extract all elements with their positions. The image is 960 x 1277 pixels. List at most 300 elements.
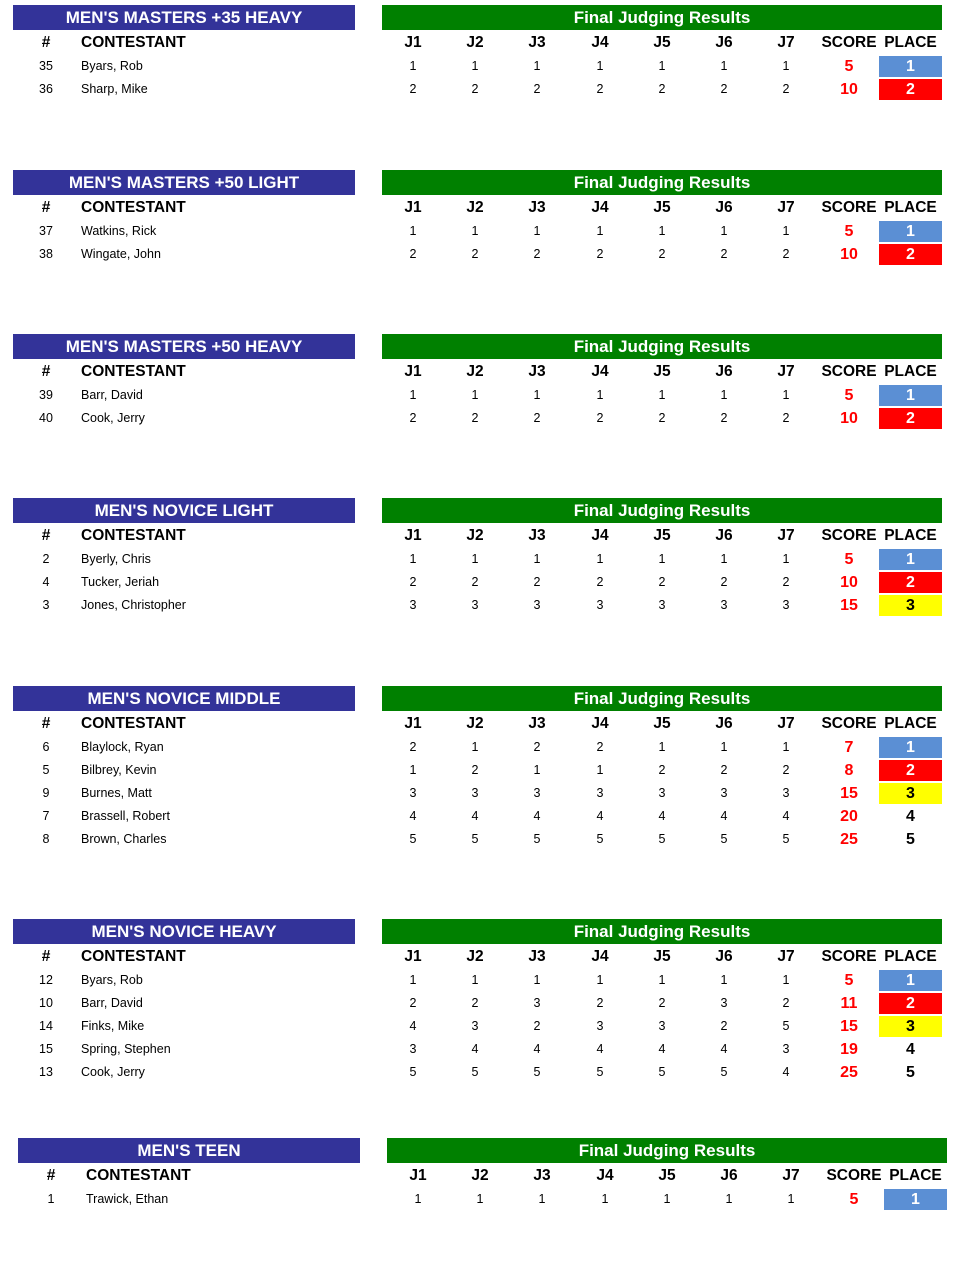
judge-rank: 1 bbox=[409, 224, 417, 238]
judge-rank: 2 bbox=[596, 996, 604, 1010]
place-badge: 1 bbox=[879, 737, 942, 758]
judge-rank: 3 bbox=[533, 598, 541, 612]
header-judge: J4 bbox=[591, 199, 609, 216]
judge-rank: 2 bbox=[658, 411, 666, 425]
table-row bbox=[13, 548, 943, 571]
header-judge: J7 bbox=[777, 34, 795, 51]
total-score: 11 bbox=[840, 995, 858, 1012]
judge-rank: 5 bbox=[409, 1065, 417, 1079]
table-row bbox=[13, 78, 943, 101]
place-badge: 3 bbox=[879, 595, 942, 616]
contestant-name: Sharp, Mike bbox=[81, 82, 148, 96]
judge-rank: 4 bbox=[409, 1019, 417, 1033]
judge-rank: 5 bbox=[720, 832, 728, 846]
contestant-name: Barr, David bbox=[81, 996, 143, 1010]
judge-rank: 3 bbox=[596, 1019, 604, 1033]
judge-rank: 1 bbox=[476, 1192, 484, 1206]
judge-rank: 2 bbox=[782, 82, 790, 96]
place-badge: 5 bbox=[906, 1064, 915, 1081]
header-judge: J5 bbox=[653, 34, 671, 51]
total-score: 5 bbox=[844, 972, 854, 989]
total-score: 15 bbox=[840, 1018, 858, 1035]
header-judge: J6 bbox=[715, 527, 733, 544]
judge-rank: 5 bbox=[658, 1065, 666, 1079]
header-judge: J7 bbox=[777, 199, 795, 216]
contestant-name: Wingate, John bbox=[81, 247, 161, 261]
judge-rank: 1 bbox=[538, 1192, 546, 1206]
header-score: SCORE bbox=[821, 715, 877, 732]
judge-rank: 1 bbox=[720, 552, 728, 566]
table-row bbox=[13, 782, 943, 805]
category-title: MEN'S MASTERS +50 HEAVY bbox=[13, 334, 355, 359]
contestant-name: Byars, Rob bbox=[81, 59, 143, 73]
judge-rank: 5 bbox=[409, 832, 417, 846]
header-judge: J1 bbox=[404, 199, 422, 216]
place-badge: 1 bbox=[879, 549, 942, 570]
place-badge: 2 bbox=[879, 79, 942, 100]
judge-rank: 1 bbox=[658, 388, 666, 402]
judge-rank: 1 bbox=[471, 973, 479, 987]
judge-rank: 1 bbox=[596, 59, 604, 73]
judge-rank: 4 bbox=[658, 809, 666, 823]
judge-rank: 2 bbox=[409, 411, 417, 425]
header-score: SCORE bbox=[821, 34, 877, 51]
judge-rank: 1 bbox=[782, 388, 790, 402]
judge-rank: 2 bbox=[409, 247, 417, 261]
contestant-name: Tucker, Jeriah bbox=[81, 575, 160, 589]
header-judge: J6 bbox=[715, 363, 733, 380]
judge-rank: 4 bbox=[720, 809, 728, 823]
judge-rank: 4 bbox=[782, 809, 790, 823]
judge-rank: 4 bbox=[533, 1042, 541, 1056]
header-score: SCORE bbox=[821, 527, 877, 544]
place-badge: 2 bbox=[879, 408, 942, 429]
place-badge: 1 bbox=[884, 1189, 947, 1210]
judge-rank: 2 bbox=[533, 1019, 541, 1033]
header-judge: J6 bbox=[715, 34, 733, 51]
header-place: PLACE bbox=[884, 199, 937, 216]
total-score: 5 bbox=[844, 551, 854, 568]
place-badge: 4 bbox=[906, 1041, 915, 1058]
contestant-name: Jones, Christopher bbox=[81, 598, 186, 612]
judge-rank: 1 bbox=[720, 973, 728, 987]
judge-rank: 1 bbox=[409, 59, 417, 73]
header-judge: J6 bbox=[715, 715, 733, 732]
header-contestant: CONTESTANT bbox=[81, 527, 186, 544]
place-badge: 1 bbox=[879, 56, 942, 77]
header-number: # bbox=[41, 948, 51, 965]
judge-rank: 1 bbox=[471, 388, 479, 402]
table-row bbox=[13, 55, 943, 78]
judge-rank: 3 bbox=[596, 598, 604, 612]
judge-rank: 2 bbox=[471, 411, 479, 425]
judge-rank: 1 bbox=[782, 552, 790, 566]
judge-rank: 2 bbox=[533, 740, 541, 754]
judge-rank: 1 bbox=[725, 1192, 733, 1206]
place-badge: 4 bbox=[906, 808, 915, 825]
judge-rank: 1 bbox=[658, 59, 666, 73]
judge-rank: 1 bbox=[658, 973, 666, 987]
judge-rank: 4 bbox=[596, 1042, 604, 1056]
header-judge: J2 bbox=[466, 527, 484, 544]
contestant-number: 36 bbox=[39, 82, 53, 96]
judge-rank: 1 bbox=[720, 740, 728, 754]
header-place: PLACE bbox=[884, 527, 937, 544]
judge-rank: 3 bbox=[782, 598, 790, 612]
table-row bbox=[13, 969, 943, 992]
judge-rank: 2 bbox=[782, 763, 790, 777]
contestant-name: Watkins, Rick bbox=[81, 224, 157, 238]
results-section bbox=[18, 1138, 948, 1211]
contestant-number: 12 bbox=[39, 973, 53, 987]
judging-results-title: Final Judging Results bbox=[382, 334, 942, 359]
judge-rank: 1 bbox=[658, 740, 666, 754]
judge-rank: 2 bbox=[471, 82, 479, 96]
header-judge: J2 bbox=[466, 715, 484, 732]
judge-rank: 1 bbox=[782, 59, 790, 73]
table-row bbox=[13, 220, 943, 243]
header-judge: J4 bbox=[591, 715, 609, 732]
judge-rank: 1 bbox=[471, 224, 479, 238]
header-contestant: CONTESTANT bbox=[86, 1167, 191, 1184]
judge-rank: 1 bbox=[533, 763, 541, 777]
judge-rank: 2 bbox=[409, 996, 417, 1010]
judging-results-title: Final Judging Results bbox=[382, 919, 942, 944]
header-judge: J5 bbox=[653, 527, 671, 544]
contestant-number: 37 bbox=[39, 224, 53, 238]
header-judge: J2 bbox=[466, 34, 484, 51]
judge-rank: 2 bbox=[409, 575, 417, 589]
header-judge: J2 bbox=[466, 199, 484, 216]
header-number: # bbox=[41, 527, 51, 544]
judge-rank: 1 bbox=[409, 388, 417, 402]
contestant-number: 7 bbox=[42, 809, 50, 823]
contestant-name: Spring, Stephen bbox=[81, 1042, 171, 1056]
header-judge: J7 bbox=[777, 948, 795, 965]
judge-rank: 2 bbox=[596, 247, 604, 261]
header-number: # bbox=[46, 1167, 56, 1184]
results-section bbox=[13, 170, 943, 266]
total-score: 5 bbox=[844, 387, 854, 404]
judge-rank: 2 bbox=[720, 763, 728, 777]
judge-rank: 1 bbox=[409, 973, 417, 987]
header-contestant: CONTESTANT bbox=[81, 34, 186, 51]
judge-rank: 1 bbox=[658, 224, 666, 238]
header-place: PLACE bbox=[889, 1167, 942, 1184]
judge-rank: 1 bbox=[596, 763, 604, 777]
header-contestant: CONTESTANT bbox=[81, 363, 186, 380]
judge-rank: 2 bbox=[596, 82, 604, 96]
judge-rank: 3 bbox=[533, 996, 541, 1010]
contestant-number: 40 bbox=[39, 411, 53, 425]
category-title: MEN'S TEEN bbox=[18, 1138, 360, 1163]
judge-rank: 1 bbox=[663, 1192, 671, 1206]
table-row bbox=[13, 407, 943, 430]
judge-rank: 3 bbox=[533, 786, 541, 800]
header-judge: J1 bbox=[409, 1167, 427, 1184]
judging-results-title: Final Judging Results bbox=[387, 1138, 947, 1163]
header-number: # bbox=[41, 34, 51, 51]
contestant-name: Blaylock, Ryan bbox=[81, 740, 164, 754]
contestant-number: 5 bbox=[42, 763, 50, 777]
judge-rank: 3 bbox=[720, 598, 728, 612]
table-row bbox=[13, 805, 943, 828]
total-score: 15 bbox=[840, 597, 858, 614]
header-contestant: CONTESTANT bbox=[81, 715, 186, 732]
contestant-number: 1 bbox=[47, 1192, 55, 1206]
header-judge: J5 bbox=[653, 363, 671, 380]
header-score: SCORE bbox=[821, 948, 877, 965]
contestant-number: 35 bbox=[39, 59, 53, 73]
judge-rank: 4 bbox=[409, 809, 417, 823]
judge-rank: 1 bbox=[658, 552, 666, 566]
table-row bbox=[18, 1188, 948, 1211]
judge-rank: 1 bbox=[720, 224, 728, 238]
header-score: SCORE bbox=[821, 363, 877, 380]
total-score: 7 bbox=[844, 739, 854, 756]
total-score: 10 bbox=[840, 410, 858, 427]
judge-rank: 5 bbox=[782, 832, 790, 846]
header-judge: J3 bbox=[528, 527, 546, 544]
total-score: 25 bbox=[840, 1064, 858, 1081]
header-judge: J3 bbox=[533, 1167, 551, 1184]
judging-results-title: Final Judging Results bbox=[382, 498, 942, 523]
contestant-number: 4 bbox=[42, 575, 50, 589]
judge-rank: 3 bbox=[409, 1042, 417, 1056]
judge-rank: 1 bbox=[720, 388, 728, 402]
judge-rank: 5 bbox=[658, 832, 666, 846]
judge-rank: 4 bbox=[720, 1042, 728, 1056]
place-badge: 1 bbox=[879, 385, 942, 406]
judge-rank: 2 bbox=[782, 411, 790, 425]
judge-rank: 1 bbox=[596, 552, 604, 566]
header-place: PLACE bbox=[884, 34, 937, 51]
results-section bbox=[13, 334, 943, 430]
header-contestant: CONTESTANT bbox=[81, 948, 186, 965]
results-section bbox=[13, 5, 943, 101]
table-row bbox=[13, 759, 943, 782]
total-score: 10 bbox=[840, 574, 858, 591]
judge-rank: 1 bbox=[596, 973, 604, 987]
total-score: 19 bbox=[840, 1041, 858, 1058]
header-judge: J3 bbox=[528, 34, 546, 51]
judge-rank: 2 bbox=[782, 996, 790, 1010]
contestant-name: Cook, Jerry bbox=[81, 411, 145, 425]
judge-rank: 3 bbox=[658, 786, 666, 800]
judge-rank: 3 bbox=[471, 1019, 479, 1033]
header-judge: J7 bbox=[777, 715, 795, 732]
header-judge: J4 bbox=[596, 1167, 614, 1184]
table-row bbox=[13, 992, 943, 1015]
contestant-number: 13 bbox=[39, 1065, 53, 1079]
judge-rank: 2 bbox=[720, 411, 728, 425]
judge-rank: 1 bbox=[533, 973, 541, 987]
judge-rank: 2 bbox=[596, 411, 604, 425]
judge-rank: 3 bbox=[720, 996, 728, 1010]
place-badge: 2 bbox=[879, 993, 942, 1014]
header-judge: J1 bbox=[404, 363, 422, 380]
judge-rank: 2 bbox=[658, 575, 666, 589]
judging-results-title: Final Judging Results bbox=[382, 686, 942, 711]
header-judge: J3 bbox=[528, 199, 546, 216]
judge-rank: 1 bbox=[471, 740, 479, 754]
judge-rank: 1 bbox=[782, 740, 790, 754]
contestant-number: 8 bbox=[42, 832, 50, 846]
judge-rank: 3 bbox=[409, 786, 417, 800]
judge-rank: 3 bbox=[782, 1042, 790, 1056]
place-badge: 3 bbox=[879, 783, 942, 804]
total-score: 15 bbox=[840, 785, 858, 802]
header-judge: J3 bbox=[528, 363, 546, 380]
judge-rank: 1 bbox=[471, 59, 479, 73]
header-judge: J2 bbox=[466, 363, 484, 380]
judge-rank: 1 bbox=[409, 552, 417, 566]
judge-rank: 5 bbox=[720, 1065, 728, 1079]
judge-rank: 4 bbox=[782, 1065, 790, 1079]
contestant-number: 38 bbox=[39, 247, 53, 261]
judge-rank: 4 bbox=[471, 1042, 479, 1056]
judge-rank: 5 bbox=[596, 1065, 604, 1079]
header-judge: J6 bbox=[715, 199, 733, 216]
header-judge: J5 bbox=[653, 948, 671, 965]
place-badge: 5 bbox=[906, 831, 915, 848]
judge-rank: 2 bbox=[471, 996, 479, 1010]
judge-rank: 3 bbox=[720, 786, 728, 800]
header-judge: J6 bbox=[720, 1167, 738, 1184]
judge-rank: 3 bbox=[658, 1019, 666, 1033]
judge-rank: 3 bbox=[596, 786, 604, 800]
judge-rank: 4 bbox=[533, 809, 541, 823]
table-row bbox=[13, 594, 943, 617]
judging-results-title: Final Judging Results bbox=[382, 170, 942, 195]
judge-rank: 5 bbox=[471, 1065, 479, 1079]
place-badge: 1 bbox=[879, 970, 942, 991]
total-score: 5 bbox=[844, 58, 854, 75]
results-section bbox=[13, 498, 943, 617]
total-score: 10 bbox=[840, 81, 858, 98]
judge-rank: 1 bbox=[596, 224, 604, 238]
contestant-number: 15 bbox=[39, 1042, 53, 1056]
place-badge: 2 bbox=[879, 572, 942, 593]
contestant-number: 6 bbox=[42, 740, 50, 754]
judge-rank: 5 bbox=[596, 832, 604, 846]
header-judge: J1 bbox=[404, 715, 422, 732]
header-place: PLACE bbox=[884, 715, 937, 732]
judge-rank: 1 bbox=[471, 552, 479, 566]
judge-rank: 3 bbox=[782, 786, 790, 800]
header-judge: J4 bbox=[591, 363, 609, 380]
place-badge: 2 bbox=[879, 760, 942, 781]
contestant-name: Trawick, Ethan bbox=[86, 1192, 169, 1206]
table-row bbox=[13, 243, 943, 266]
judge-rank: 2 bbox=[720, 82, 728, 96]
judge-rank: 1 bbox=[533, 224, 541, 238]
contestant-name: Bilbrey, Kevin bbox=[81, 763, 157, 777]
place-badge: 2 bbox=[879, 244, 942, 265]
judge-rank: 2 bbox=[658, 763, 666, 777]
category-title: MEN'S NOVICE MIDDLE bbox=[13, 686, 355, 711]
judge-rank: 3 bbox=[471, 786, 479, 800]
judge-rank: 2 bbox=[409, 82, 417, 96]
header-number: # bbox=[41, 715, 51, 732]
contestant-name: Cook, Jerry bbox=[81, 1065, 145, 1079]
header-judge: J2 bbox=[471, 1167, 489, 1184]
judge-rank: 3 bbox=[658, 598, 666, 612]
header-judge: J1 bbox=[404, 527, 422, 544]
judge-rank: 5 bbox=[533, 1065, 541, 1079]
header-judge: J5 bbox=[658, 1167, 676, 1184]
header-judge: J3 bbox=[528, 715, 546, 732]
header-judge: J7 bbox=[777, 363, 795, 380]
header-judge: J7 bbox=[777, 527, 795, 544]
judge-rank: 2 bbox=[720, 1019, 728, 1033]
contestant-name: Byerly, Chris bbox=[81, 552, 151, 566]
table-row bbox=[13, 828, 943, 851]
judge-rank: 2 bbox=[720, 247, 728, 261]
contestant-number: 14 bbox=[39, 1019, 53, 1033]
header-score: SCORE bbox=[826, 1167, 882, 1184]
judge-rank: 2 bbox=[409, 740, 417, 754]
judge-rank: 1 bbox=[409, 763, 417, 777]
judge-rank: 2 bbox=[533, 411, 541, 425]
category-title: MEN'S NOVICE HEAVY bbox=[13, 919, 355, 944]
header-judge: J1 bbox=[404, 948, 422, 965]
header-judge: J4 bbox=[591, 527, 609, 544]
contestant-name: Barr, David bbox=[81, 388, 143, 402]
judge-rank: 1 bbox=[533, 552, 541, 566]
judge-rank: 1 bbox=[720, 59, 728, 73]
contestant-name: Brassell, Robert bbox=[81, 809, 170, 823]
judge-rank: 1 bbox=[533, 59, 541, 73]
judge-rank: 4 bbox=[596, 809, 604, 823]
judge-rank: 3 bbox=[471, 598, 479, 612]
total-score: 5 bbox=[844, 223, 854, 240]
judge-rank: 1 bbox=[596, 388, 604, 402]
contestant-number: 39 bbox=[39, 388, 53, 402]
header-contestant: CONTESTANT bbox=[81, 199, 186, 216]
judging-results-title: Final Judging Results bbox=[382, 5, 942, 30]
header-judge: J2 bbox=[466, 948, 484, 965]
judge-rank: 3 bbox=[409, 598, 417, 612]
table-row bbox=[13, 571, 943, 594]
total-score: 8 bbox=[844, 762, 854, 779]
judge-rank: 4 bbox=[471, 809, 479, 823]
judge-rank: 1 bbox=[414, 1192, 422, 1206]
judge-rank: 2 bbox=[596, 740, 604, 754]
judge-rank: 2 bbox=[471, 763, 479, 777]
judge-rank: 2 bbox=[658, 996, 666, 1010]
judge-rank: 2 bbox=[782, 247, 790, 261]
category-title: MEN'S MASTERS +35 HEAVY bbox=[13, 5, 355, 30]
table-row bbox=[13, 1061, 943, 1084]
place-badge: 3 bbox=[879, 1016, 942, 1037]
total-score: 25 bbox=[840, 831, 858, 848]
category-title: MEN'S MASTERS +50 LIGHT bbox=[13, 170, 355, 195]
results-section bbox=[13, 919, 943, 1084]
judge-rank: 1 bbox=[782, 224, 790, 238]
judge-rank: 2 bbox=[658, 82, 666, 96]
judge-rank: 5 bbox=[471, 832, 479, 846]
header-judge: J7 bbox=[782, 1167, 800, 1184]
contestant-name: Finks, Mike bbox=[81, 1019, 145, 1033]
contestant-number: 3 bbox=[42, 598, 50, 612]
judge-rank: 1 bbox=[782, 973, 790, 987]
place-badge: 1 bbox=[879, 221, 942, 242]
table-row bbox=[13, 736, 943, 759]
judge-rank: 2 bbox=[533, 247, 541, 261]
judge-rank: 2 bbox=[596, 575, 604, 589]
judge-rank: 5 bbox=[782, 1019, 790, 1033]
